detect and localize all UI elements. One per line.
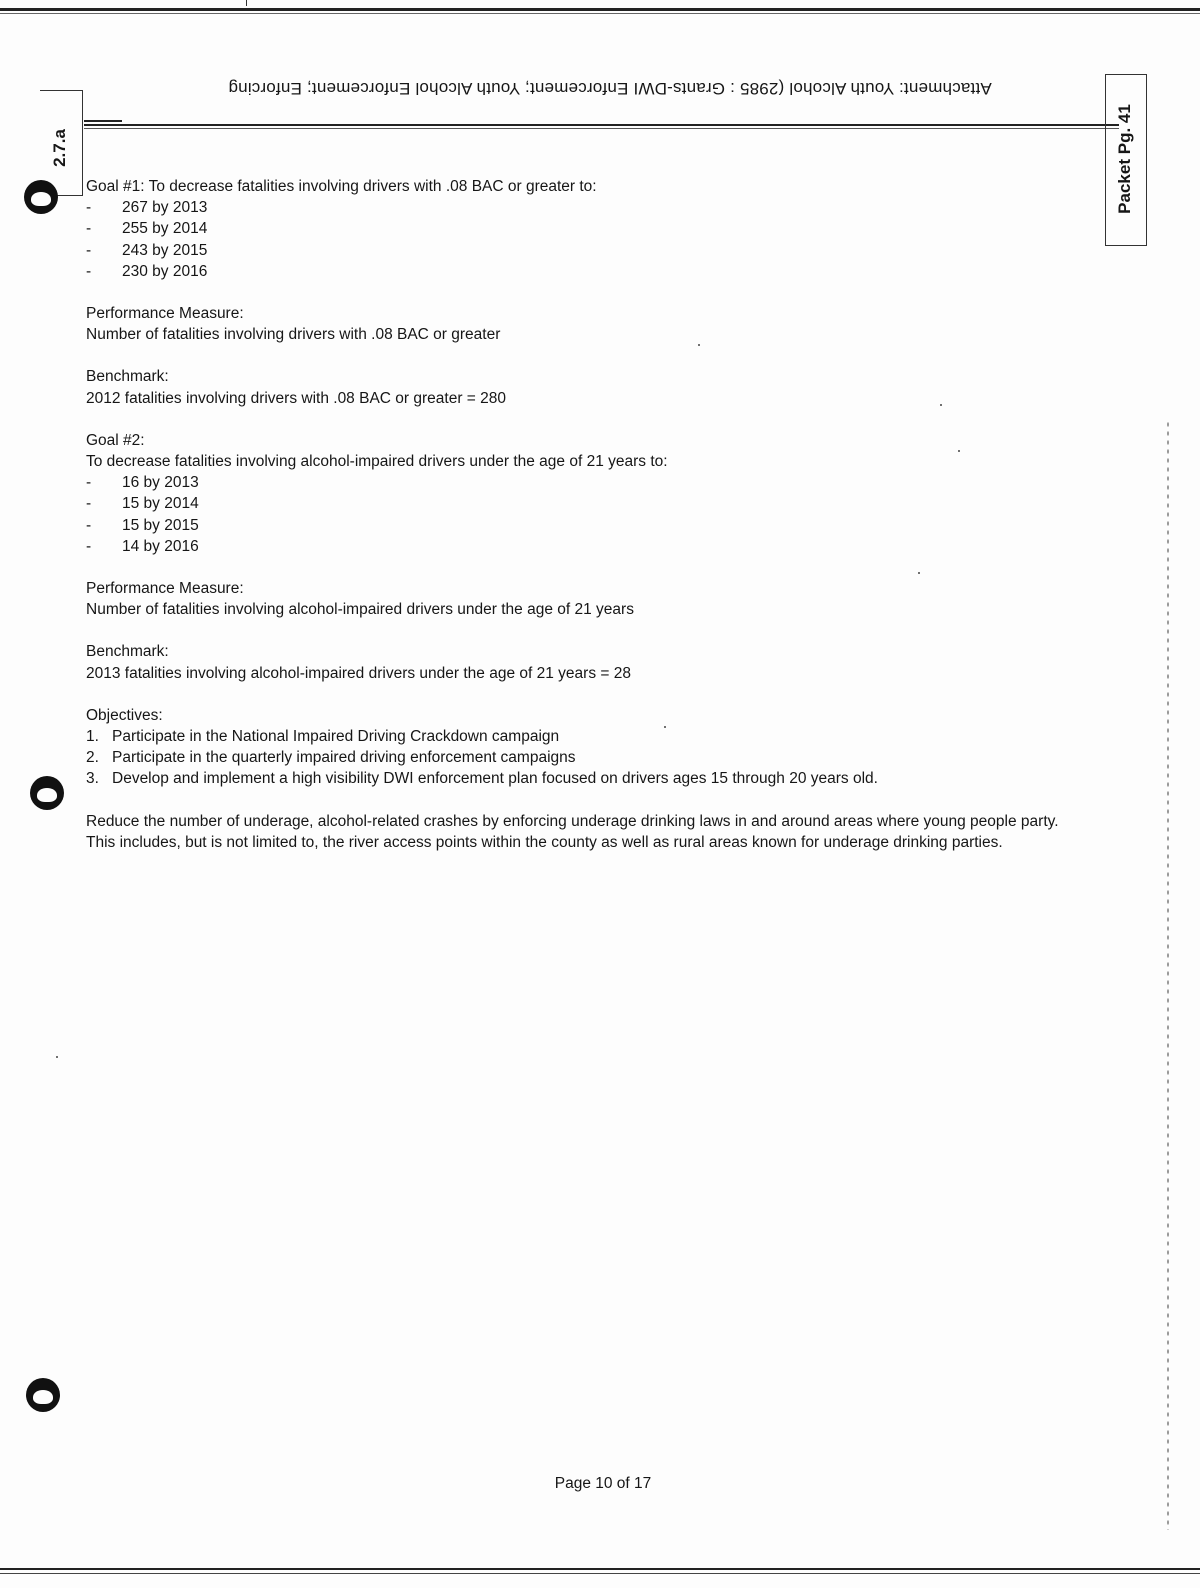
objective-number: 3. xyxy=(86,770,99,788)
goal1-target: 243 by 2015 xyxy=(122,241,208,259)
closing-paragraph: Reduce the number of underage, alcohol-related crashes by enforcing underage drinking laws in and around areas where young people party. This includes, but is not limited to, the river access points within the county as well as rural areas known for underage drinking parties. xyxy=(86,812,1059,851)
punch-hole-icon xyxy=(24,180,58,214)
goal2-benchmark-text: 2013 fatalities involving alcohol-impaired drivers under the age of 21 years = 28 xyxy=(86,664,631,682)
goal2-target: 16 by 2013 xyxy=(122,474,199,492)
goal2-heading: Goal #2: xyxy=(86,431,145,449)
goal1-heading: Goal #1: To decrease fatalities involving drivers with .08 BAC or greater to: xyxy=(86,178,597,195)
goal2-benchmark-label: Benchmark: xyxy=(86,643,169,661)
objective-number: 1. xyxy=(86,728,99,746)
scan-mark xyxy=(246,0,247,6)
dash-bullet: - xyxy=(86,220,92,238)
objective-text: Participate in the National Impaired Driving Crackdown campaign xyxy=(112,728,560,746)
list-item xyxy=(86,747,1066,768)
list-item xyxy=(86,726,1066,747)
objective-number: 2. xyxy=(86,749,99,767)
header-rule-short xyxy=(84,120,122,122)
objective-text: Participate in the quarterly impaired driving enforcement campaigns xyxy=(112,749,576,767)
dash-bullet: - xyxy=(86,241,92,259)
goal2-target: 15 by 2014 xyxy=(122,495,199,513)
page-number: Page 10 of 17 xyxy=(554,1475,652,1492)
goal1-targets xyxy=(86,197,1066,282)
goal1-benchmark-label: Benchmark: xyxy=(86,368,169,386)
left-tab-label: 2.7.a xyxy=(50,129,69,167)
bottom-border-thin xyxy=(0,1573,1200,1574)
packet-page-label: Packet Pg. 41 xyxy=(1115,104,1134,214)
goal1-target: 267 by 2013 xyxy=(122,199,208,217)
goal2-target: 15 by 2015 xyxy=(122,516,199,534)
list-item xyxy=(86,472,1066,493)
goal2-performance-label: Performance Measure: xyxy=(86,580,244,598)
list-item xyxy=(86,536,1066,557)
dash-bullet: - xyxy=(86,516,92,534)
objective-text: Develop and implement a high visibility DWI enforcement plan focused on drivers ages 15 through 20 years old. xyxy=(112,770,878,788)
left-tab xyxy=(38,108,82,188)
dash-bullet: - xyxy=(86,537,92,555)
punch-hole-icon xyxy=(26,1378,60,1412)
dash-bullet: - xyxy=(86,495,92,513)
list-item xyxy=(86,261,1066,282)
list-item xyxy=(86,218,1066,239)
goal2-performance-text: Number of fatalities involving alcohol-impaired drivers under the age of 21 years xyxy=(86,601,634,619)
list-item xyxy=(86,515,1066,536)
list-item xyxy=(86,493,1066,514)
list-item xyxy=(86,197,1066,218)
goal2-target: 14 by 2016 xyxy=(122,537,199,555)
top-border-thin xyxy=(0,13,1200,14)
header-rule-thin xyxy=(84,128,1119,129)
goal1-target: 230 by 2016 xyxy=(122,262,208,280)
goal1-performance-label: Performance Measure: xyxy=(86,305,244,323)
list-item xyxy=(86,240,1066,261)
dash-bullet: - xyxy=(86,199,92,217)
document-body xyxy=(86,176,1066,853)
objectives-label: Objectives: xyxy=(86,706,163,724)
goal1-benchmark-text: 2012 fatalities involving drivers with .08 BAC or greater = 280 xyxy=(86,389,507,407)
attachment-header: Attachment: Youth Alcohol (2985 : Grants-DWI Enforcement; Youth Alcohol Enforcement; Enforcing xyxy=(228,79,992,98)
list-item xyxy=(86,768,1066,789)
goal1-performance-text: Number of fatalities involving drivers with .08 BAC or greater xyxy=(86,326,501,344)
goal1-target: 255 by 2014 xyxy=(122,220,208,238)
packet-page-tab xyxy=(1105,74,1145,244)
goal2-intro: To decrease fatalities involving alcohol-impaired drivers under the age of 21 years to: xyxy=(86,453,668,471)
scan-edge-artifact xyxy=(1166,420,1170,1530)
scan-speck xyxy=(56,1056,58,1058)
objectives-list xyxy=(86,726,1066,790)
goal2-targets xyxy=(86,472,1066,557)
bottom-border xyxy=(0,1568,1200,1570)
dash-bullet: - xyxy=(86,474,92,492)
header-rule xyxy=(84,124,1119,126)
top-border xyxy=(0,8,1200,11)
punch-hole-icon xyxy=(30,776,64,810)
dash-bullet: - xyxy=(86,262,92,280)
